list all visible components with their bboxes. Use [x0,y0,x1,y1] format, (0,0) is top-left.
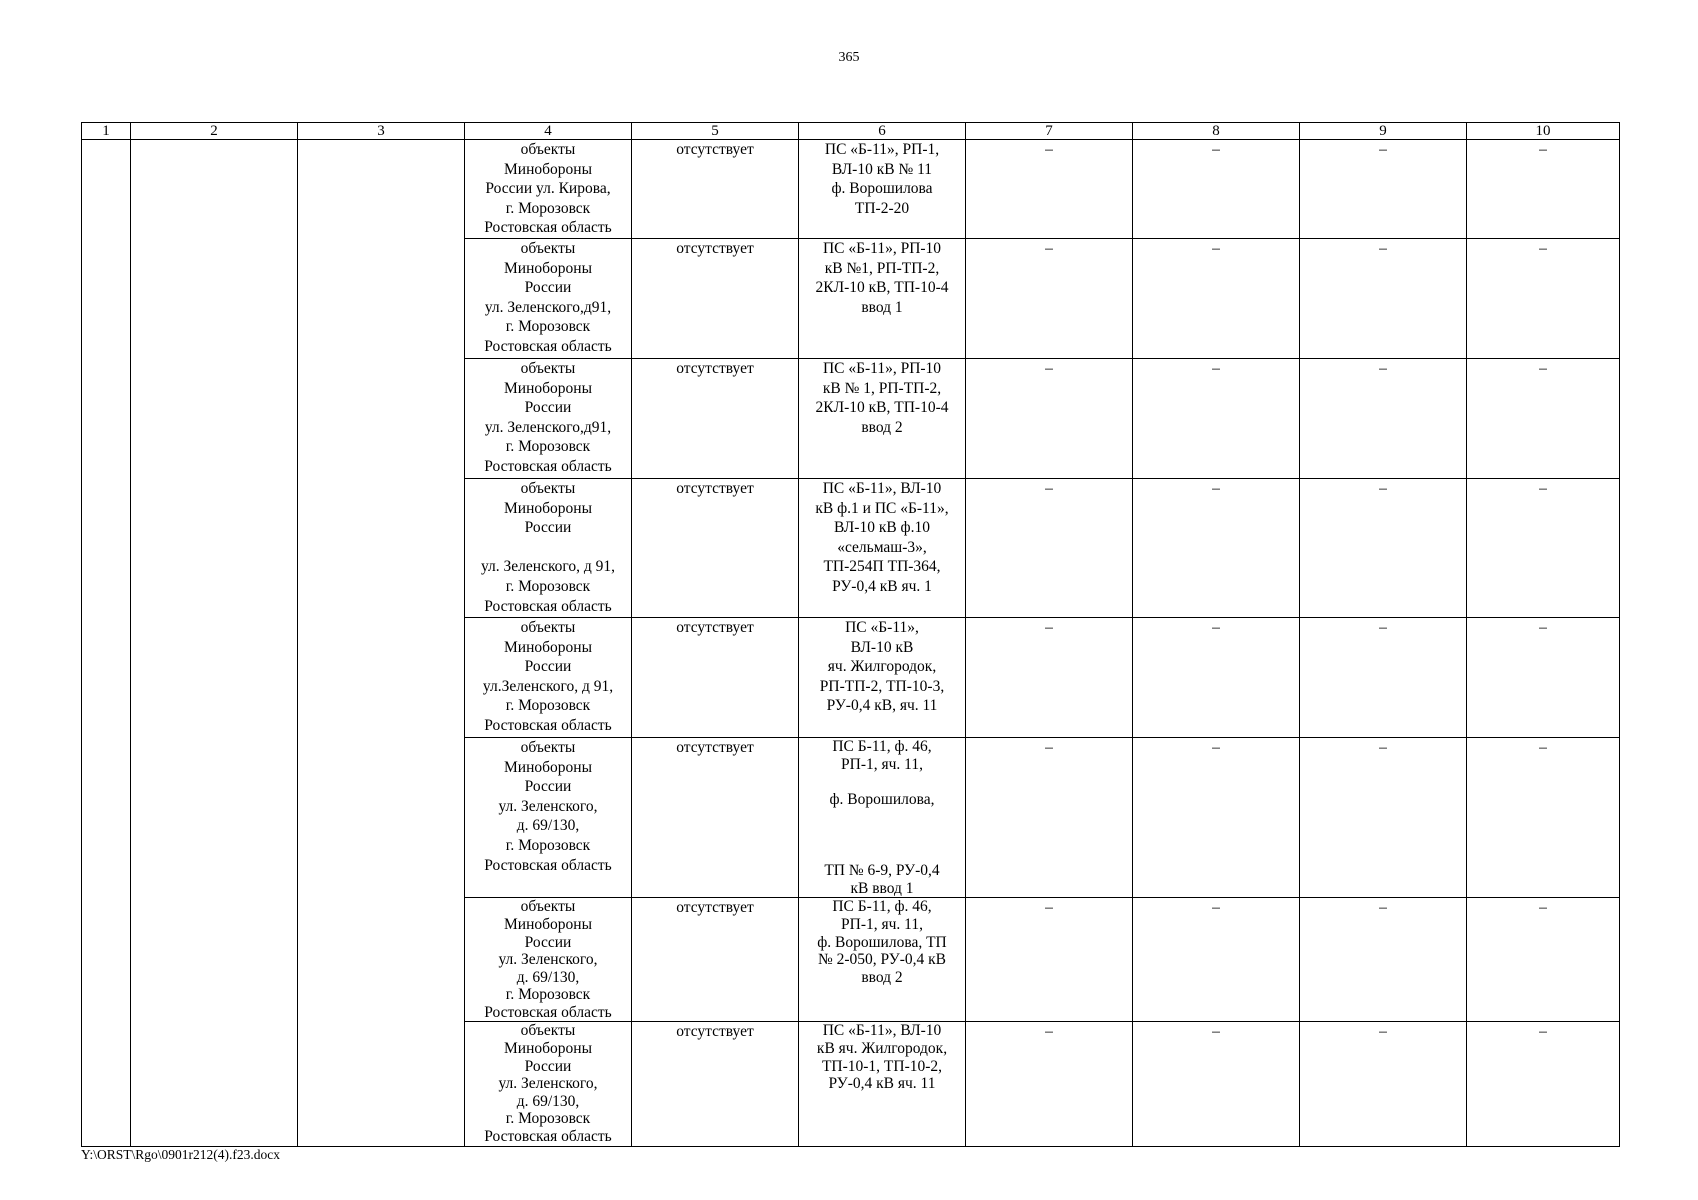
object-text: объекты Минобороны России ул.Зеленского, д 91, г. Морозовск Ростовская область [482,619,614,734]
connection-text: ПС «Б-11», РП-1, ВЛ-10 кВ № 11 ф. Ворошилова ТП-2-20 [824,141,940,217]
cell-col8 [1133,239,1300,359]
cell-col9 [1300,618,1467,738]
dash: – [1539,619,1547,636]
status-text: отсутствует [676,480,754,497]
cell-object [465,738,632,898]
cell-object [465,140,632,239]
dash: – [1212,1023,1220,1041]
cell-status [632,898,799,1022]
cell-col9 [1300,1022,1467,1146]
cell-status [632,359,799,479]
dash: – [1379,619,1387,636]
connection-text: ПС «Б-11», РП-10 кВ № 1, РП-ТП-2, 2КЛ-10 кВ, ТП-10-4 ввод 2 [815,360,949,436]
table-row [82,140,1620,239]
cell-col2 [131,140,298,1147]
cell-col9 [1300,239,1467,359]
column-number: 7 [966,123,1133,140]
dash: – [1379,240,1387,257]
object-text: объекты Минобороны России ул. Зеленского, д. 69/130, г. Морозовск Ростовская область [484,1022,612,1146]
status-text: отсутствует [676,899,754,917]
dash: – [1212,899,1220,917]
status-text: отсутствует [676,240,754,257]
dash: – [1045,739,1053,756]
cell-col7 [966,898,1133,1022]
dash: – [1379,141,1387,158]
status-text: отсутствует [676,619,754,636]
dash: – [1212,360,1220,377]
cell-col9 [1300,898,1467,1022]
cell-object [465,618,632,738]
dash: – [1539,899,1547,917]
dash: – [1212,480,1220,497]
column-number: 5 [632,123,799,140]
cell-col7 [966,359,1133,479]
cell-col7 [966,618,1133,738]
cell-col8 [1133,359,1300,479]
cell-connection [799,239,966,359]
status-text: отсутствует [676,360,754,377]
dash: – [1539,240,1547,257]
connection-text: ПС Б-11, ф. 46, РП-1, яч. 11, ф. Ворошилова, ТП № 2-050, РУ-0,4 кВ ввод 2 [817,898,947,986]
cell-col7 [966,1022,1133,1146]
object-text: объекты Минобороны России ул. Зеленского, д. 69/130, г. Морозовск Ростовская область [484,898,612,1021]
column-number: 4 [465,123,632,140]
cell-object [465,359,632,479]
cell-object [465,479,632,618]
cell-status [632,738,799,898]
cell-col9 [1300,140,1467,239]
cell-status [632,618,799,738]
dash: – [1379,899,1387,917]
dash: – [1539,360,1547,377]
dash: – [1379,1023,1387,1041]
cell-col10 [1467,738,1620,898]
dash: – [1212,619,1220,636]
connection-text: ПС «Б-11», РП-10 кВ №1, РП-ТП-2, 2КЛ-10 кВ, ТП-10-4 ввод 1 [815,240,949,316]
column-number: 10 [1467,123,1620,140]
cell-connection [799,140,966,239]
connection-text: ПС «Б-11», ВЛ-10 кВ яч. Жилгородок, ТП-10-1, ТП-10-2, РУ-0,4 кВ яч. 11 [816,1022,948,1093]
cell-col8 [1133,1022,1300,1146]
status-text: отсутствует [676,141,754,158]
dash: – [1045,899,1053,917]
object-text: объекты Минобороны России ул. Зеленского, д. 69/130, г. Морозовск Ростовская область [484,739,612,874]
column-number: 9 [1300,123,1467,140]
cell-status [632,239,799,359]
status-text: отсутствует [676,739,754,756]
connection-text: ПС Б-11, ф. 46, РП-1, яч. 11, ф. Ворошилова, ТП № 6-9, РУ-0,4 кВ ввод 1 [824,738,940,897]
cell-col10 [1467,479,1620,618]
dash: – [1045,360,1053,377]
column-number: 6 [799,123,966,140]
dash: – [1539,141,1547,158]
cell-object [465,898,632,1022]
cell-object [465,239,632,359]
cell-col9 [1300,479,1467,618]
connection-text: ПС «Б-11», ВЛ-10 кВ ф.1 и ПС «Б-11», ВЛ-10 кВ ф.10 «сельмаш-3», ТП-254П ТП-364, РУ-0,4 кВ яч. 1 [815,480,949,595]
object-text: объекты Минобороны России ул. Кирова, г. Морозовск Ростовская область [484,141,612,237]
cell-col10 [1467,140,1620,239]
dash: – [1539,1023,1547,1041]
cell-connection [799,898,966,1022]
cell-connection [799,738,966,898]
cell-col7 [966,738,1133,898]
cell-col10 [1467,359,1620,479]
cell-connection [799,359,966,479]
dash: – [1539,739,1547,756]
data-table [81,122,1620,1147]
cell-col8 [1133,738,1300,898]
cell-status [632,479,799,618]
dash: – [1212,240,1220,257]
cell-col7 [966,479,1133,618]
column-number-row [82,123,1620,140]
dash: – [1212,739,1220,756]
cell-status [632,140,799,239]
dash: – [1539,480,1547,497]
cell-connection [799,1022,966,1146]
column-number: 3 [298,123,465,140]
column-number: 8 [1133,123,1300,140]
cell-col10 [1467,239,1620,359]
cell-col9 [1300,359,1467,479]
dash: – [1379,480,1387,497]
connection-text: ПС «Б-11», ВЛ-10 кВ яч. Жилгородок, РП-ТП-2, ТП-10-3, РУ-0,4 кВ, яч. 11 [819,619,945,715]
footer-file-path: Y:\ORST\Rgo\0901r212(4).f23.docx [81,1147,280,1162]
cell-col10 [1467,1022,1620,1146]
cell-col8 [1133,618,1300,738]
dash: – [1045,141,1053,158]
object-text: объекты Минобороны России ул. Зеленского, д 91, г. Морозовск Ростовская область [480,480,616,615]
dash: – [1045,240,1053,257]
cell-object [465,1022,632,1146]
cell-col8 [1133,479,1300,618]
cell-col1 [82,140,131,1147]
cell-connection [799,479,966,618]
column-number: 1 [82,123,131,140]
cell-col10 [1467,898,1620,1022]
dash: – [1045,480,1053,497]
cell-col7 [966,140,1133,239]
cell-col7 [966,239,1133,359]
cell-connection [799,618,966,738]
object-text: объекты Минобороны России ул. Зеленского,д91, г. Морозовск Ростовская область [484,360,612,475]
cell-col8 [1133,140,1300,239]
status-text: отсутствует [676,1023,754,1041]
page-number: 365 [838,50,860,65]
object-text: объекты Минобороны России ул. Зеленского,д91, г. Морозовск Ростовская область [484,240,612,355]
cell-col9 [1300,738,1467,898]
cell-col3 [298,140,465,1147]
dash: – [1212,141,1220,158]
dash: – [1379,360,1387,377]
dash: – [1045,1023,1053,1041]
cell-col8 [1133,898,1300,1022]
dash: – [1045,619,1053,636]
cell-status [632,1022,799,1146]
column-number: 2 [131,123,298,140]
cell-col10 [1467,618,1620,738]
dash: – [1379,739,1387,756]
